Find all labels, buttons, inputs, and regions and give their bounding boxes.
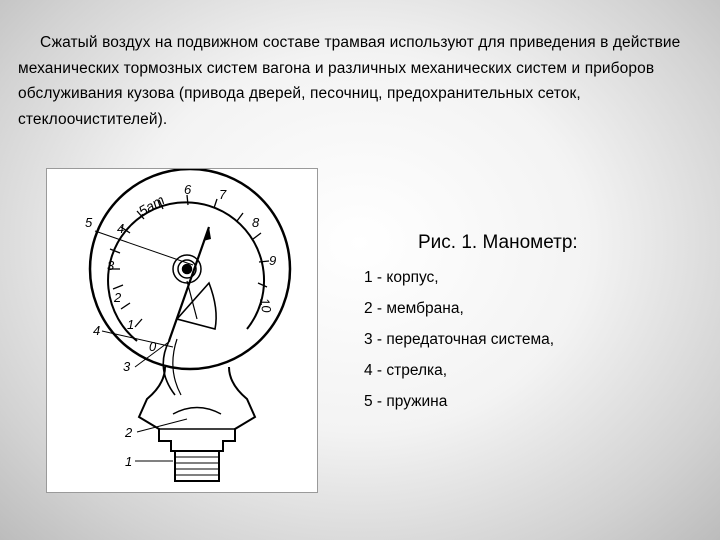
intro-paragraph: Сжатый воздух на подвижном составе трамвая используют для приведения в действие механических тормозных систем вагона и различных механических систем и приборов обслуживания кузова (привода дверей, песочниц, предохранительных сеток, стеклоочистителей). bbox=[18, 34, 681, 128]
pointer-arrow bbox=[169, 227, 209, 341]
scale-label-7: 7 bbox=[219, 187, 227, 202]
scale-label-9: 9 bbox=[269, 253, 277, 268]
figure-caption: Рис. 1. Манометр: bbox=[418, 232, 578, 253]
legend-item-1: 1 - корпус, bbox=[364, 269, 439, 286]
scale-label-4: 4 bbox=[117, 221, 125, 236]
scale-label-8: 8 bbox=[252, 215, 260, 230]
legend-item-3: 3 - передаточная система, bbox=[364, 331, 555, 348]
scale-label-6: 6 bbox=[184, 182, 192, 197]
scale-label-3: 3 bbox=[107, 258, 115, 273]
legend-item-2: 2 - мембрана, bbox=[364, 300, 464, 317]
scale-label-1: 1 bbox=[127, 317, 135, 332]
transmission-sector bbox=[177, 283, 216, 329]
scale-label-2: 2 bbox=[114, 290, 122, 305]
callout-3: 3 bbox=[123, 359, 131, 374]
pointer-tip bbox=[203, 227, 211, 241]
legend-item-5: 5 - пружина bbox=[364, 393, 448, 410]
callout-1: 1 bbox=[125, 454, 133, 469]
callout-4: 4 bbox=[93, 323, 101, 338]
scale-label-10: 10 bbox=[257, 296, 275, 314]
callout-5: 5 bbox=[85, 215, 93, 230]
manometer-stem bbox=[139, 367, 255, 451]
callout-2: 2 bbox=[125, 425, 133, 440]
scale-label-0: 0 bbox=[149, 339, 157, 354]
threaded-fitting bbox=[175, 451, 219, 481]
manometer-drawing bbox=[46, 168, 318, 493]
legend-item-4: 4 - стрелка, bbox=[364, 362, 448, 379]
scale-unit-label: 5ат bbox=[135, 191, 168, 220]
intro-text-block bbox=[18, 30, 708, 132]
figure-legend bbox=[364, 262, 554, 417]
